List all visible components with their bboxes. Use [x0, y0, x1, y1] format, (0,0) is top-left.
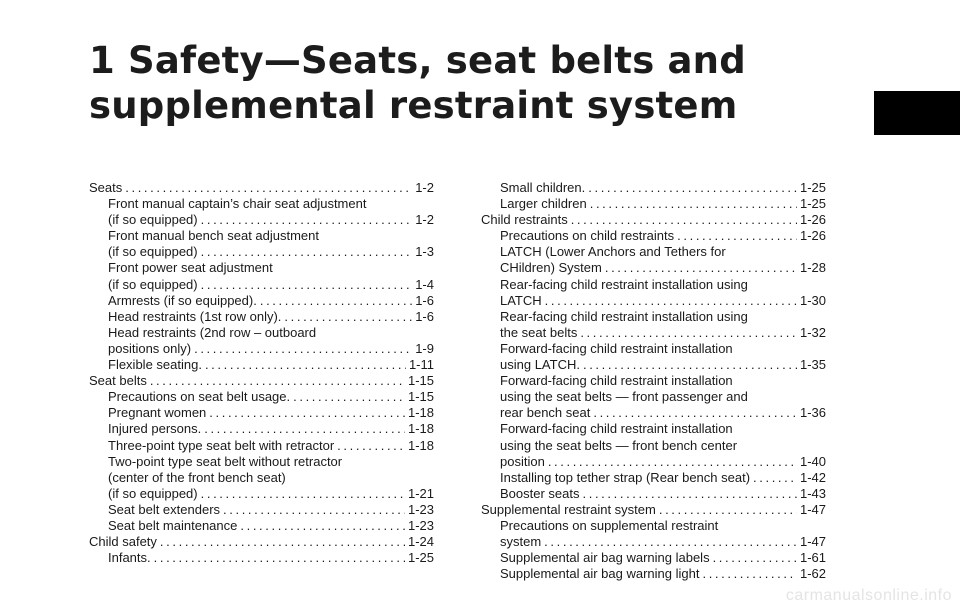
toc-page-number: 1-62 — [799, 566, 826, 582]
toc-entry-label: Three-point type seat belt with retractor — [108, 437, 335, 453]
toc-entry-label: Larger children — [500, 196, 587, 212]
dot-leader — [753, 470, 797, 486]
toc-entry-label: Supplemental air bag warning labels — [500, 550, 710, 566]
dot-leader — [583, 486, 797, 502]
toc-entry-label: Front manual bench seat adjustment — [108, 228, 320, 244]
toc-entry-line — [89, 325, 434, 341]
toc-entry[interactable] — [481, 486, 826, 502]
dot-leader — [240, 518, 405, 534]
toc-entry-label: Supplemental restraint system — [481, 501, 656, 517]
dot-leader — [677, 228, 797, 244]
toc-entry-line — [481, 293, 826, 309]
toc-entry-label: position — [500, 453, 545, 469]
toc-entry[interactable] — [89, 405, 434, 421]
toc-entry-line — [481, 325, 826, 341]
toc-entry[interactable] — [89, 438, 434, 454]
toc-entry-label: (if so equipped) — [108, 212, 198, 228]
toc-entry-line — [481, 550, 826, 566]
toc-entry[interactable] — [89, 518, 434, 534]
toc-page-number: 1-25 — [799, 180, 826, 195]
dot-leader — [223, 502, 405, 518]
toc-entry-label: Head restraints (2nd row – outboard — [108, 324, 317, 340]
toc-entry-label: Rear-facing child restraint installation using — [500, 276, 748, 292]
toc-entry-line — [481, 180, 826, 196]
dot-leader — [194, 341, 412, 357]
toc-entry-label: Pregnant women — [108, 405, 207, 421]
toc-entry-line — [481, 244, 826, 260]
title-line-1: 1 Safety—Seats, seat belts and — [89, 39, 746, 82]
toc-entry[interactable] — [89, 228, 434, 260]
toc-entry-line — [89, 534, 434, 550]
dot-leader — [713, 550, 797, 566]
toc-page-number: 1-30 — [799, 292, 826, 308]
dot-leader — [702, 566, 797, 582]
toc-page-number: 1-47 — [799, 501, 826, 517]
toc-entry-line — [481, 373, 826, 389]
chapter-tab-marker — [874, 91, 960, 135]
toc-entry-label: (center of the front bench seat) — [108, 469, 286, 485]
toc-entry-line — [89, 341, 434, 357]
toc-entry-line — [89, 550, 434, 566]
toc-entry-label: Child restraints — [481, 212, 568, 228]
toc-entry-label: Supplemental air bag warning light — [500, 566, 700, 582]
dot-leader — [583, 357, 797, 373]
dot-leader — [201, 212, 413, 228]
toc-entry-label: Forward-facing child restraint installation — [500, 421, 733, 437]
toc-entry-label: Seats — [89, 180, 123, 195]
toc-page-number: 1-32 — [799, 324, 826, 340]
toc-entry-label: Precautions on supplemental restraint — [500, 517, 719, 533]
toc-entry-label: Installing top tether strap (Rear bench seat) — [500, 469, 751, 485]
toc-page-number: 1-18 — [407, 437, 434, 453]
dot-leader — [337, 438, 405, 454]
toc-page-number: 1-18 — [407, 405, 434, 421]
toc-entry-line — [481, 357, 826, 373]
toc-entry-label: Rear-facing child restraint installation using — [500, 308, 748, 324]
toc-entry-line — [89, 438, 434, 454]
toc-entry-label: Precautions on child restraints — [500, 228, 675, 244]
toc-page-number: 1-24 — [407, 534, 434, 550]
dot-leader — [209, 405, 405, 421]
toc-entry-label: Front power seat adjustment — [108, 260, 273, 276]
toc-entry[interactable] — [481, 341, 826, 373]
dot-leader — [260, 293, 412, 309]
toc-entry[interactable] — [89, 293, 434, 309]
toc-entry-label: CHildren) System — [500, 260, 602, 276]
toc-page-number: 1-42 — [799, 469, 826, 485]
toc-entry-label: using the seat belts — front bench center — [500, 437, 738, 453]
toc-entry-label: Forward-facing child restraint installation — [500, 340, 733, 356]
dot-leader — [580, 325, 797, 341]
toc-entry-line — [89, 389, 434, 405]
toc-entry-label: LATCH (Lower Anchors and Tethers for — [500, 244, 726, 260]
toc-page-number: 1-23 — [407, 501, 434, 517]
toc-entry-label: system — [500, 534, 542, 550]
toc-entry-label: Armrests (if so equipped). — [108, 292, 257, 308]
dot-leader — [154, 550, 405, 566]
toc-entry-line — [481, 228, 826, 244]
toc-entry-line — [89, 421, 434, 437]
toc-entry-line — [89, 454, 434, 470]
toc-page-number: 1-61 — [799, 550, 826, 566]
toc-entry-label: Child safety — [89, 534, 157, 550]
toc-entry[interactable] — [89, 454, 434, 502]
dot-leader — [659, 502, 797, 518]
toc-entry-label: Front manual captain’s chair seat adjustment — [108, 196, 367, 212]
dot-leader — [201, 486, 405, 502]
toc-entry-line — [89, 470, 434, 486]
toc-entry[interactable] — [89, 389, 434, 405]
dot-leader — [284, 309, 412, 325]
toc-entry-line — [481, 518, 826, 534]
toc-page-number: 1-36 — [799, 405, 826, 421]
toc-entry[interactable] — [89, 357, 434, 373]
toc-right-column — [481, 180, 826, 582]
toc-entry[interactable] — [481, 373, 826, 421]
toc-entry[interactable] — [89, 325, 434, 357]
dot-leader — [544, 534, 797, 550]
toc-entry[interactable] — [481, 470, 826, 486]
watermark: carmanualsonline.info — [785, 587, 952, 604]
dot-leader — [160, 534, 405, 550]
dot-leader — [548, 454, 797, 470]
toc-page-number: 1-2 — [415, 212, 434, 228]
toc-entry-line — [89, 518, 434, 534]
dot-leader — [605, 260, 797, 276]
toc-entry[interactable] — [89, 534, 434, 550]
toc-entry[interactable] — [89, 180, 434, 196]
toc-entry[interactable] — [481, 502, 826, 518]
toc-entry-line — [481, 421, 826, 437]
toc-page-number: 1-18 — [407, 421, 434, 437]
toc-page-number: 1-2 — [415, 180, 434, 195]
toc-left-column — [89, 180, 434, 566]
toc-entry-line — [481, 486, 826, 502]
toc-entry[interactable] — [481, 228, 826, 244]
toc-entry[interactable] — [89, 260, 434, 292]
toc-entry-line — [481, 341, 826, 357]
toc-entry-label: Precautions on seat belt usage. — [108, 389, 291, 405]
dot-leader — [204, 421, 405, 437]
toc-entry-line — [481, 389, 826, 405]
toc-entry-label: (if so equipped) — [108, 244, 198, 260]
toc-page-number: 1-25 — [407, 550, 434, 566]
toc-page-number: 1-15 — [407, 373, 434, 389]
toc-entry-line — [481, 566, 826, 582]
toc-entry-label: Flexible seating. — [108, 357, 202, 373]
dot-leader — [125, 180, 412, 196]
toc-entry[interactable] — [481, 244, 826, 276]
toc-entry[interactable] — [89, 502, 434, 518]
toc-entry-line — [89, 405, 434, 421]
toc-page-number: 1-9 — [415, 340, 434, 356]
toc-entry[interactable] — [89, 196, 434, 228]
toc-entry-line — [481, 309, 826, 325]
toc-entry[interactable] — [481, 180, 826, 196]
toc-page-number: 1-26 — [799, 228, 826, 244]
toc-entry-line — [89, 357, 434, 373]
toc-page-number: 1-25 — [799, 196, 826, 212]
toc-entry-label: using the seat belts — front passenger and — [500, 389, 748, 405]
toc-page-number: 1-28 — [799, 260, 826, 276]
page-title — [89, 38, 789, 128]
toc-entry[interactable] — [481, 196, 826, 212]
toc-entry-label: Seat belts — [89, 373, 147, 389]
toc-entry-line — [481, 438, 826, 454]
dot-leader — [588, 180, 797, 196]
title-line-2: supplemental restraint system — [89, 84, 738, 127]
toc-entry-line — [89, 180, 434, 196]
toc-entry-label: Head restraints (1st row only). — [108, 308, 282, 324]
toc-entry[interactable] — [481, 212, 826, 228]
toc-entry-label: positions only) — [108, 340, 192, 356]
toc-entry[interactable] — [481, 421, 826, 469]
toc-page-number: 1-11 — [408, 357, 434, 373]
toc-entry-line — [89, 228, 434, 244]
toc-entry-line — [89, 212, 434, 228]
toc-entry-line — [89, 260, 434, 276]
toc-page-number: 1-3 — [415, 244, 434, 260]
dot-leader — [545, 293, 797, 309]
dot-leader — [293, 389, 405, 405]
toc-entry[interactable] — [481, 518, 826, 550]
toc-entry-line — [481, 454, 826, 470]
toc-page-number: 1-6 — [415, 292, 434, 308]
toc-entry-line — [89, 486, 434, 502]
toc-page-number: 1-21 — [407, 485, 434, 501]
toc-entry-label: Booster seats — [500, 485, 580, 501]
toc-entry[interactable] — [481, 566, 826, 582]
toc-entry-label: LATCH — [500, 292, 542, 308]
toc-entry-line — [481, 405, 826, 421]
toc-entry-label: using LATCH. — [500, 357, 580, 373]
toc-page-number: 1-23 — [407, 517, 434, 533]
toc-entry[interactable] — [481, 309, 826, 341]
toc-entry-line — [89, 373, 434, 389]
toc-entry-label: Forward-facing child restraint installation — [500, 373, 733, 389]
toc-entry[interactable] — [481, 277, 826, 309]
toc-entry-label: Seat belt maintenance — [108, 517, 238, 533]
toc-entry-line — [481, 470, 826, 486]
toc-entry-label: Seat belt extenders — [108, 501, 221, 517]
toc-entry-line — [481, 260, 826, 276]
toc-entry-line — [481, 534, 826, 550]
toc-entry-line — [89, 502, 434, 518]
toc-entry[interactable] — [89, 550, 434, 566]
toc-entry-line — [481, 212, 826, 228]
toc-entry-line — [89, 293, 434, 309]
dot-leader — [150, 373, 405, 389]
toc-page-number: 1-4 — [415, 276, 434, 292]
toc-page-number: 1-6 — [415, 308, 434, 324]
toc-entry-line — [89, 196, 434, 212]
toc-entry[interactable] — [89, 421, 434, 437]
toc-page-number: 1-15 — [407, 389, 434, 405]
toc-entry-line — [89, 277, 434, 293]
toc-entry-label: Two-point type seat belt without retractor — [108, 453, 343, 469]
dot-leader — [571, 212, 797, 228]
toc-entry[interactable] — [481, 550, 826, 566]
dot-leader — [201, 277, 413, 293]
toc-entry[interactable] — [89, 309, 434, 325]
dot-leader — [205, 357, 406, 373]
toc-entry-label: Small children. — [500, 180, 586, 195]
toc-entry-line — [481, 196, 826, 212]
toc-entry-label: (if so equipped) — [108, 276, 198, 292]
toc-page-number: 1-43 — [799, 485, 826, 501]
toc-entry-label: (if so equipped) — [108, 485, 198, 501]
dot-leader — [590, 196, 797, 212]
toc-entry-line — [481, 277, 826, 293]
toc-page-number: 1-26 — [799, 212, 826, 228]
dot-leader — [201, 244, 413, 260]
toc-page-number: 1-35 — [799, 357, 826, 373]
toc-entry-line — [89, 244, 434, 260]
toc-entry-label: the seat belts — [500, 324, 578, 340]
toc-entry-line — [481, 502, 826, 518]
dot-leader — [593, 405, 797, 421]
toc-page-number: 1-40 — [799, 453, 826, 469]
toc-entry-label: Infants. — [108, 550, 151, 566]
toc-entry-line — [89, 309, 434, 325]
toc-page-number: 1-47 — [799, 534, 826, 550]
toc-entry-label: rear bench seat — [500, 405, 591, 421]
toc-entry[interactable] — [89, 373, 434, 389]
toc-entry-label: Injured persons. — [108, 421, 202, 437]
